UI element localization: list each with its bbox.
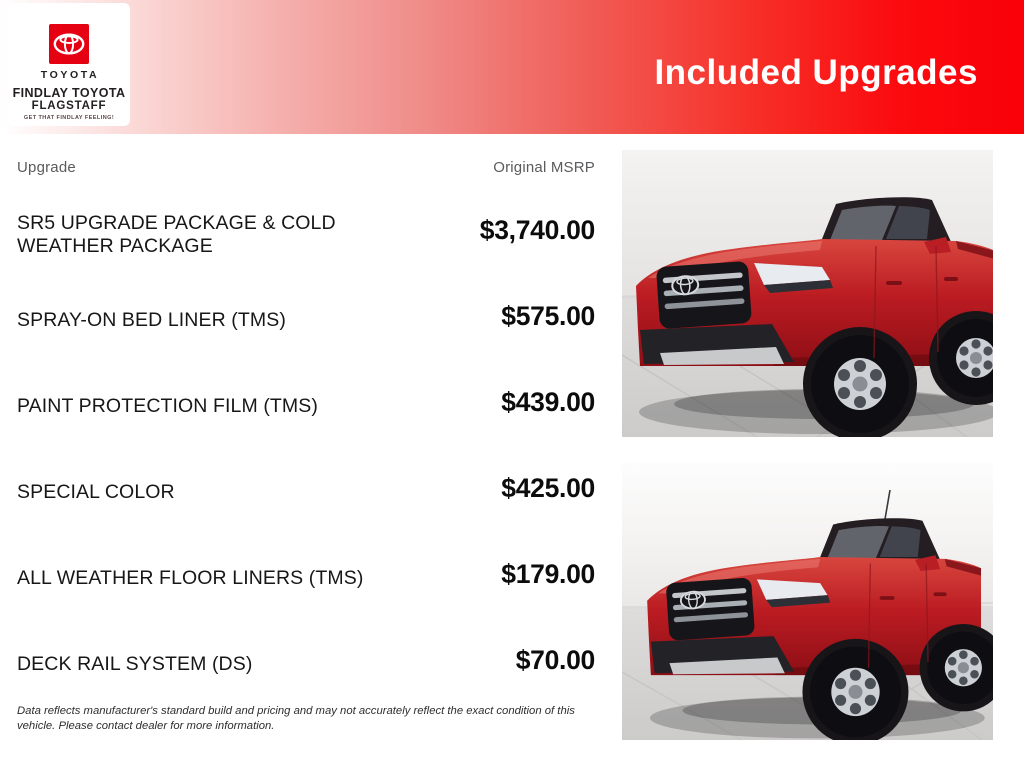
dealer-name-line2: FLAGSTAFF: [31, 100, 107, 112]
table-row: [17, 192, 595, 278]
column-header-msrp: Original MSRP: [493, 159, 595, 176]
table-row: [17, 278, 595, 364]
upgrade-label: SR5 UPGRADE PACKAGE & COLD WEATHER PACKAGE: [17, 211, 336, 257]
column-header-upgrade: Upgrade: [17, 159, 76, 176]
table-row: [17, 364, 595, 450]
upgrade-label: SPRAY-ON BED LINER (TMS): [17, 309, 286, 332]
upgrade-price: $70.00: [515, 644, 595, 675]
upgrade-price: $439.00: [501, 386, 595, 417]
page-title: Included Upgrades: [654, 53, 978, 92]
upgrade-label: DECK RAIL SYSTEM (DS): [17, 653, 253, 676]
dealer-logo-card: [8, 3, 130, 126]
upgrade-price: $425.00: [501, 472, 595, 503]
toyota-wordmark: TOYOTA: [40, 69, 100, 81]
dealer-tagline: GET THAT FINDLAY FEELING!: [23, 115, 115, 121]
disclaimer-text: Data reflects manufacturer's standard build and pricing and may not accurately reflect the exact condition of this vehicle. Please contact dealer for more information.: [17, 705, 575, 733]
dealer-name-line1: FINDLAY TOYOTA: [12, 86, 126, 100]
upgrade-label: ALL WEATHER FLOOR LINERS (TMS): [17, 567, 364, 590]
vehicle-photo-bottom: [622, 462, 993, 740]
upgrade-price: $179.00: [501, 558, 595, 589]
vehicle-photo-top: [622, 150, 993, 437]
table-row: [17, 622, 595, 708]
table-row: [17, 450, 595, 536]
upgrade-label: SPECIAL COLOR: [17, 481, 175, 504]
toyota-emblem-icon: [49, 24, 89, 64]
upgrade-price: $575.00: [501, 300, 595, 331]
upgrade-label: PAINT PROTECTION FILM (TMS): [17, 395, 318, 418]
upgrades-table-header: [17, 159, 595, 176]
upgrade-price: $3,740.00: [479, 214, 595, 245]
upgrade-rows: [17, 192, 595, 708]
header-bar: [0, 0, 1024, 134]
table-row: [17, 536, 595, 622]
